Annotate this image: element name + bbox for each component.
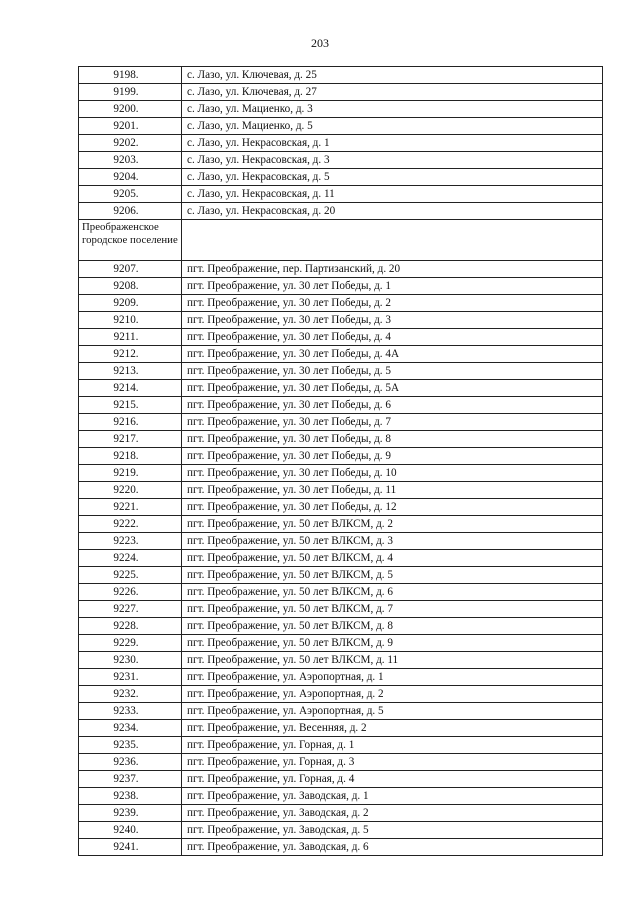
row-number-cell: 9216.	[79, 414, 182, 431]
address-register-table	[78, 66, 603, 856]
row-number-cell: 9233.	[79, 703, 182, 720]
address-cell: с. Лазо, ул. Некрасовская, д. 1	[182, 135, 603, 152]
row-number-cell: 9241.	[79, 839, 182, 856]
table-row	[79, 805, 603, 822]
page-number: 203	[311, 36, 329, 50]
address-cell: пгт. Преображение, ул. 30 лет Победы, д. 3	[182, 312, 603, 329]
address-cell: пгт. Преображение, ул. 50 лет ВЛКСМ, д. 7	[182, 601, 603, 618]
table-row	[79, 584, 603, 601]
table-row	[79, 686, 603, 703]
table-row	[79, 397, 603, 414]
row-number-cell: 9230.	[79, 652, 182, 669]
row-number-cell: 9215.	[79, 397, 182, 414]
table-row	[79, 550, 603, 567]
table-row	[79, 448, 603, 465]
table-row	[79, 278, 603, 295]
table-row	[79, 703, 603, 720]
address-cell: пгт. Преображение, ул. 50 лет ВЛКСМ, д. 5	[182, 567, 603, 584]
row-number-cell: 9208.	[79, 278, 182, 295]
table-row	[79, 169, 603, 186]
row-number-cell: 9223.	[79, 533, 182, 550]
table-body-group	[79, 220, 603, 261]
address-cell: пгт. Преображение, ул. 30 лет Победы, д. 12	[182, 499, 603, 516]
table-row	[79, 312, 603, 329]
row-number-cell: 9235.	[79, 737, 182, 754]
address-cell: пгт. Преображение, ул. Аэропортная, д. 5	[182, 703, 603, 720]
address-cell: пгт. Преображение, ул. Горная, д. 1	[182, 737, 603, 754]
table-row	[79, 135, 603, 152]
address-cell: пгт. Преображение, ул. 30 лет Победы, д. 8	[182, 431, 603, 448]
table-row	[79, 261, 603, 278]
table-row	[79, 652, 603, 669]
address-cell: пгт. Преображение, ул. Горная, д. 3	[182, 754, 603, 771]
row-number-cell: 9239.	[79, 805, 182, 822]
row-number-cell: 9214.	[79, 380, 182, 397]
address-cell: пгт. Преображение, ул. 30 лет Победы, д. 7	[182, 414, 603, 431]
row-number-cell: 9213.	[79, 363, 182, 380]
row-number-cell: 9234.	[79, 720, 182, 737]
table-row	[79, 754, 603, 771]
address-cell: с. Лазо, ул. Некрасовская, д. 3	[182, 152, 603, 169]
table-body-lazo	[79, 67, 603, 220]
row-number-cell: 9202.	[79, 135, 182, 152]
table-body-preobrazhenie	[79, 261, 603, 856]
row-number-cell: 9219.	[79, 465, 182, 482]
row-number-cell: 9225.	[79, 567, 182, 584]
address-cell: пгт. Преображение, ул. Аэропортная, д. 1	[182, 669, 603, 686]
row-number-cell: 9220.	[79, 482, 182, 499]
table-row	[79, 203, 603, 220]
row-number-cell: 9238.	[79, 788, 182, 805]
table-row	[79, 822, 603, 839]
table-row	[79, 533, 603, 550]
address-cell: пгт. Преображение, ул. 50 лет ВЛКСМ, д. 3	[182, 533, 603, 550]
table-row	[79, 839, 603, 856]
row-number-cell: 9227.	[79, 601, 182, 618]
row-number-cell: 9204.	[79, 169, 182, 186]
row-number-cell: 9240.	[79, 822, 182, 839]
address-cell: пгт. Преображение, ул. 50 лет ВЛКСМ, д. 6	[182, 584, 603, 601]
table-row	[79, 84, 603, 101]
address-cell: пгт. Преображение, ул. Заводская, д. 2	[182, 805, 603, 822]
row-number-cell: 9201.	[79, 118, 182, 135]
row-number-cell: 9237.	[79, 771, 182, 788]
address-cell: пгт. Преображение, ул. 30 лет Победы, д. 4А	[182, 346, 603, 363]
row-number-cell: 9212.	[79, 346, 182, 363]
row-number-cell: 9221.	[79, 499, 182, 516]
table-row	[79, 499, 603, 516]
address-cell: пгт. Преображение, ул. 50 лет ВЛКСМ, д. 4	[182, 550, 603, 567]
address-cell: с. Лазо, ул. Мациенко, д. 5	[182, 118, 603, 135]
table-row	[79, 720, 603, 737]
table-row	[79, 67, 603, 84]
table-row	[79, 346, 603, 363]
address-cell: пгт. Преображение, пер. Партизанский, д. 20	[182, 261, 603, 278]
row-number-cell: 9232.	[79, 686, 182, 703]
table-row	[79, 363, 603, 380]
row-number-cell: 9198.	[79, 67, 182, 84]
table-row	[79, 601, 603, 618]
address-cell: пгт. Преображение, ул. 30 лет Победы, д. 10	[182, 465, 603, 482]
table-row	[79, 516, 603, 533]
address-cell: пгт. Преображение, ул. 30 лет Победы, д. 6	[182, 397, 603, 414]
row-number-cell: 9203.	[79, 152, 182, 169]
row-number-cell: 9226.	[79, 584, 182, 601]
address-cell: пгт. Преображение, ул. Заводская, д. 6	[182, 839, 603, 856]
address-cell: пгт. Преображение, ул. Заводская, д. 1	[182, 788, 603, 805]
address-cell: с. Лазо, ул. Некрасовская, д. 20	[182, 203, 603, 220]
group-address-cell	[182, 220, 603, 261]
table-row	[79, 101, 603, 118]
address-cell: пгт. Преображение, ул. Горная, д. 4	[182, 771, 603, 788]
address-cell: пгт. Преображение, ул. 50 лет ВЛКСМ, д. 8	[182, 618, 603, 635]
group-name-cell: Преображенское городское поселение	[79, 220, 182, 261]
table-row	[79, 329, 603, 346]
address-cell: с. Лазо, ул. Мациенко, д. 3	[182, 101, 603, 118]
table-row	[79, 431, 603, 448]
address-cell: пгт. Преображение, ул. 30 лет Победы, д. 2	[182, 295, 603, 312]
table-row	[79, 669, 603, 686]
address-cell: пгт. Преображение, ул. Заводская, д. 5	[182, 822, 603, 839]
address-cell: с. Лазо, ул. Некрасовская, д. 5	[182, 169, 603, 186]
address-cell: пгт. Преображение, ул. Аэропортная, д. 2	[182, 686, 603, 703]
row-number-cell: 9210.	[79, 312, 182, 329]
address-cell: с. Лазо, ул. Ключевая, д. 25	[182, 67, 603, 84]
address-cell: пгт. Преображение, ул. 30 лет Победы, д. 9	[182, 448, 603, 465]
table-row	[79, 118, 603, 135]
row-number-cell: 9207.	[79, 261, 182, 278]
address-cell: пгт. Преображение, ул. 30 лет Победы, д. 5А	[182, 380, 603, 397]
table-row	[79, 788, 603, 805]
row-number-cell: 9218.	[79, 448, 182, 465]
row-number-cell: 9231.	[79, 669, 182, 686]
address-cell: с. Лазо, ул. Некрасовская, д. 11	[182, 186, 603, 203]
row-number-cell: 9236.	[79, 754, 182, 771]
table-row	[79, 567, 603, 584]
address-cell: пгт. Преображение, ул. 50 лет ВЛКСМ, д. 9	[182, 635, 603, 652]
address-cell: пгт. Преображение, ул. Весенняя, д. 2	[182, 720, 603, 737]
address-cell: пгт. Преображение, ул. 30 лет Победы, д. 4	[182, 329, 603, 346]
table-row	[79, 414, 603, 431]
address-cell: пгт. Преображение, ул. 30 лет Победы, д. 11	[182, 482, 603, 499]
table-row	[79, 186, 603, 203]
row-number-cell: 9206.	[79, 203, 182, 220]
row-number-cell: 9217.	[79, 431, 182, 448]
row-number-cell: 9211.	[79, 329, 182, 346]
row-number-cell: 9229.	[79, 635, 182, 652]
row-number-cell: 9224.	[79, 550, 182, 567]
table-row	[79, 771, 603, 788]
table-row	[79, 465, 603, 482]
address-cell: пгт. Преображение, ул. 30 лет Победы, д. 1	[182, 278, 603, 295]
group-header-row	[79, 220, 603, 261]
address-cell: с. Лазо, ул. Ключевая, д. 27	[182, 84, 603, 101]
address-cell: пгт. Преображение, ул. 50 лет ВЛКСМ, д. 2	[182, 516, 603, 533]
row-number-cell: 9222.	[79, 516, 182, 533]
row-number-cell: 9228.	[79, 618, 182, 635]
table-row	[79, 295, 603, 312]
table-row	[79, 152, 603, 169]
row-number-cell: 9209.	[79, 295, 182, 312]
address-cell: пгт. Преображение, ул. 50 лет ВЛКСМ, д. 11	[182, 652, 603, 669]
address-cell: пгт. Преображение, ул. 30 лет Победы, д. 5	[182, 363, 603, 380]
table-row	[79, 635, 603, 652]
row-number-cell: 9199.	[79, 84, 182, 101]
table-row	[79, 380, 603, 397]
row-number-cell: 9205.	[79, 186, 182, 203]
table-row	[79, 737, 603, 754]
row-number-cell: 9200.	[79, 101, 182, 118]
table-row	[79, 482, 603, 499]
table-row	[79, 618, 603, 635]
